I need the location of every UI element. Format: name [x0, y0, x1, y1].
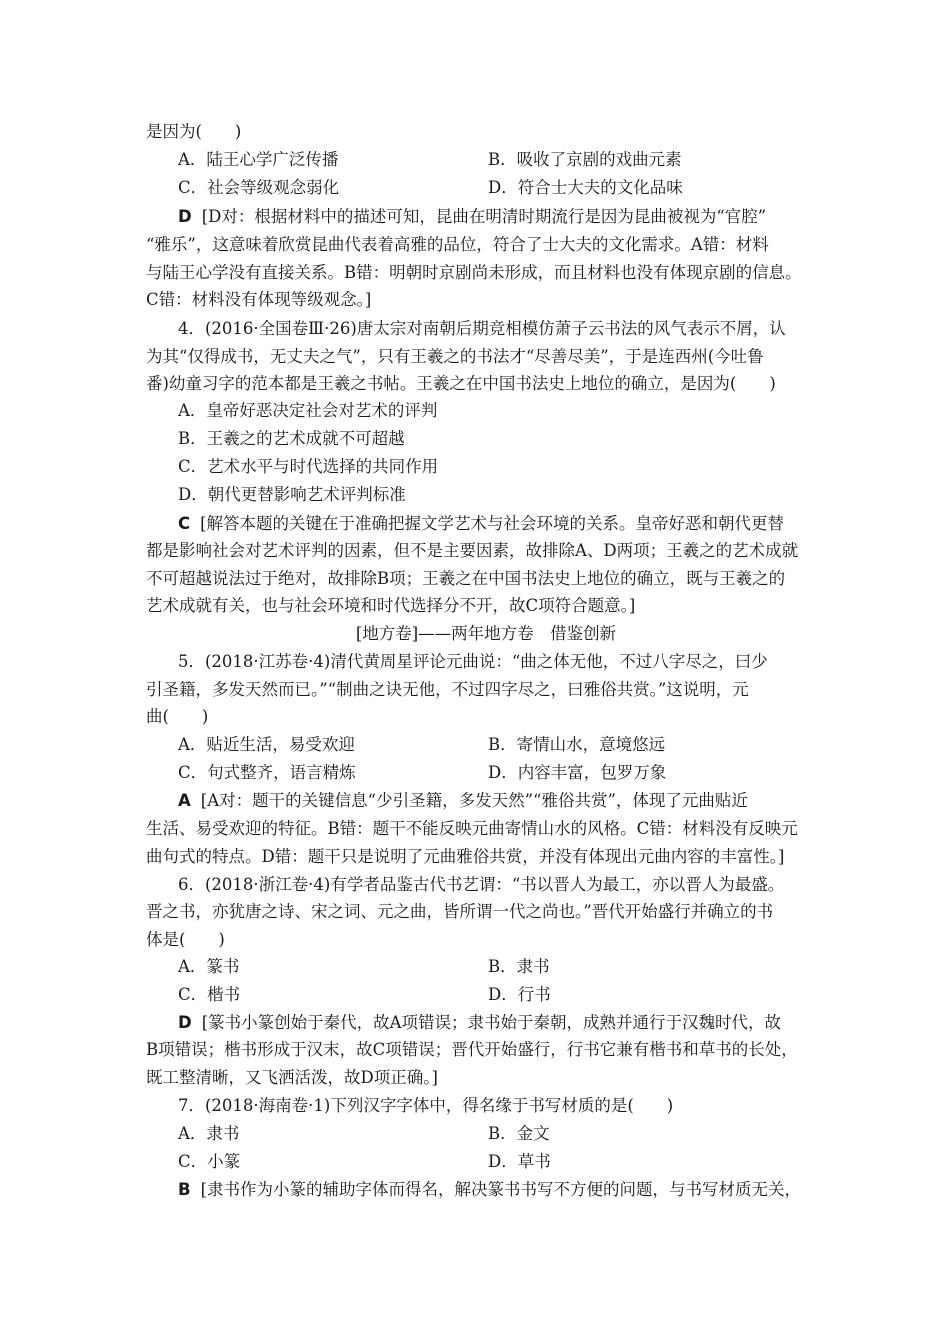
q4-stem-line: 为其“仅得成书，无丈夫之气”，只有王羲之的书法才“尽善尽美”，于是连西州(今吐鲁: [146, 347, 764, 366]
q4-option-a: A．皇帝好恶决定社会对艺术的评判: [178, 401, 438, 420]
q6-explanation-line: D [篆书小篆创始于秦代，故A项错误；隶书始于秦朝，成熟并通行于汉魏时代，故: [178, 1013, 782, 1032]
q5-option-c: C．句式整齐，语言精炼: [178, 763, 356, 782]
q6-stem-line: 晋之书，亦犹唐之诗、宋之词、元之曲，皆所谓一代之尚也。”晋代开始盛行并确立的书: [146, 902, 774, 921]
q3-explanation-line: 与陆王心学没有直接关系。B错：明朝时京剧尚未形成，而且材料也没有体现京剧的信息。: [146, 263, 802, 282]
q4-option-c: C．艺术水平与时代选择的共同作用: [178, 457, 439, 476]
q5-explanation-line: A [A对：题干的关键信息“少引圣籍，多发天然”“雅俗共赏”，体现了元曲贴近: [178, 791, 748, 810]
q7-option-a: A．隶书: [178, 1124, 240, 1143]
q5-option-row: [178, 731, 858, 759]
q7-option-b: B．金文: [488, 1124, 550, 1143]
q7-answer: B: [178, 1180, 191, 1199]
q4-explanation-line: 艺术成就有关，也与社会环境和时代选择分不开，故C项符合题意。]: [146, 596, 636, 615]
q6-explanation-line: 既工整清晰，又飞洒活泼，故D项正确。]: [146, 1068, 438, 1087]
q5-option-d: D．内容丰富，包罗万象: [488, 763, 667, 782]
q5-stem-line: 5．(2018·江苏卷·4)清代黄周星评论元曲说：“曲之体无他，不过八字尽之，曰少: [178, 652, 768, 671]
q5-option-b: B．寄情山水，意境悠远: [488, 735, 666, 754]
q6-explanation-line: B项错误；楷书形成于汉末，故C项错误；晋代开始盛行，行书它兼有楷书和草书的长处，: [146, 1040, 798, 1059]
q4-explanation-line: 不可超越说法过于绝对，故排除B项；王羲之在中国书法史上地位的确立，既与王羲之的: [146, 569, 786, 588]
q7-option-c: C．小篆: [178, 1152, 241, 1171]
q5-stem-line: 引圣籍，多发天然而已。”“制曲之诀无他，不过四字尽之，曰雅俗共赏。”这说明，元: [146, 680, 749, 699]
q4-explanation-line: C [解答本题的关键在于准确把握文学艺术与社会环境的关系。皇帝好恶和朝代更替: [178, 514, 785, 533]
section-heading: [地方卷]——两年地方卷 借鉴创新: [355, 624, 617, 643]
q4-stem-line: 4．(2016·全国卷Ⅲ·26)唐太宗对南朝后期竞相模仿萧子云书法的风气表示不屑，认: [178, 319, 786, 338]
q5-option-a: A．贴近生活，易受欢迎: [178, 735, 355, 754]
q3-explanation-line: “雅乐”，这意味着欣赏昆曲代表着高雅的品位，符合了士大夫的文化需求。A错：材料: [146, 235, 769, 254]
q3-explanation-line: C错：材料没有体现等级观念。]: [146, 290, 372, 309]
q7-explanation-line: B [隶书作为小篆的辅助字体而得名，解决篆书书写不方便的问题，与书写材质无关，: [178, 1180, 802, 1199]
q3-option-d: D．符合士大夫的文化品味: [488, 178, 683, 197]
q4-option-b: B．王羲之的艺术成就不可超越: [178, 429, 405, 448]
q5-explanation-line: 生活、易受欢迎的特征。B错：题干不能反映元曲寄情山水的风格。C错：材料没有反映元: [146, 819, 798, 838]
q6-option-c: C．楷书: [178, 985, 241, 1004]
q3-option-b: B．吸收了京剧的戏曲元素: [488, 150, 682, 169]
q5-stem-line: 曲( ): [146, 707, 209, 726]
q3-option-row: [178, 174, 858, 202]
q6-option-row: [178, 981, 858, 1009]
q7-option-row: [178, 1120, 858, 1148]
q3-answer: D: [178, 207, 192, 226]
q6-stem-line: 体是( ): [146, 930, 225, 949]
q6-option-d: D．行书: [488, 985, 551, 1004]
q7-option-d: D．草书: [488, 1152, 551, 1171]
q6-option-b: B．隶书: [488, 957, 550, 976]
q5-option-row: [178, 759, 858, 787]
q7-option-row: [178, 1148, 858, 1176]
q4-option-d: D．朝代更替影响艺术评判标准: [178, 485, 406, 504]
q7-stem-line: 7．(2018·海南卷·1)下列汉字字体中，得名缘于书写材质的是( ): [178, 1096, 674, 1115]
q6-answer: D: [178, 1013, 192, 1032]
q6-stem-line: 6．(2018·浙江卷·4)有学者品鉴古代书艺谓：“书以晋人为最工，亦以晋人为最盛。: [178, 875, 785, 894]
q5-explanation-line: 曲句式的特点。D错：题干只是说明了元曲雅俗共赏，并没有体现出元曲内容的丰富性。]: [146, 847, 785, 866]
q6-option-a: A．篆书: [178, 957, 240, 976]
q3-explanation-line: D [D对：根据材料中的描述可知，昆曲在明清时期流行是因为昆曲被视为“官腔”: [178, 207, 767, 226]
q5-answer: A: [178, 791, 191, 810]
q4-answer: C: [178, 514, 191, 533]
q3-option-c: C．社会等级观念弱化: [178, 178, 340, 197]
q3-option-a: A．陆王心学广泛传播: [178, 150, 339, 169]
q3-option-row: [178, 146, 858, 174]
q4-explanation-line: 都是影响社会对艺术评判的因素，但不是主要因素，故排除A、D两项；王羲之的艺术成就: [146, 541, 799, 560]
q4-stem-line: 番)幼童习字的范本都是王羲之书帖。王羲之在中国书法史上地位的确立，是因为( ): [146, 374, 776, 393]
q3-stem-tail: 是因为( ): [146, 122, 242, 141]
q6-option-row: [178, 953, 858, 981]
